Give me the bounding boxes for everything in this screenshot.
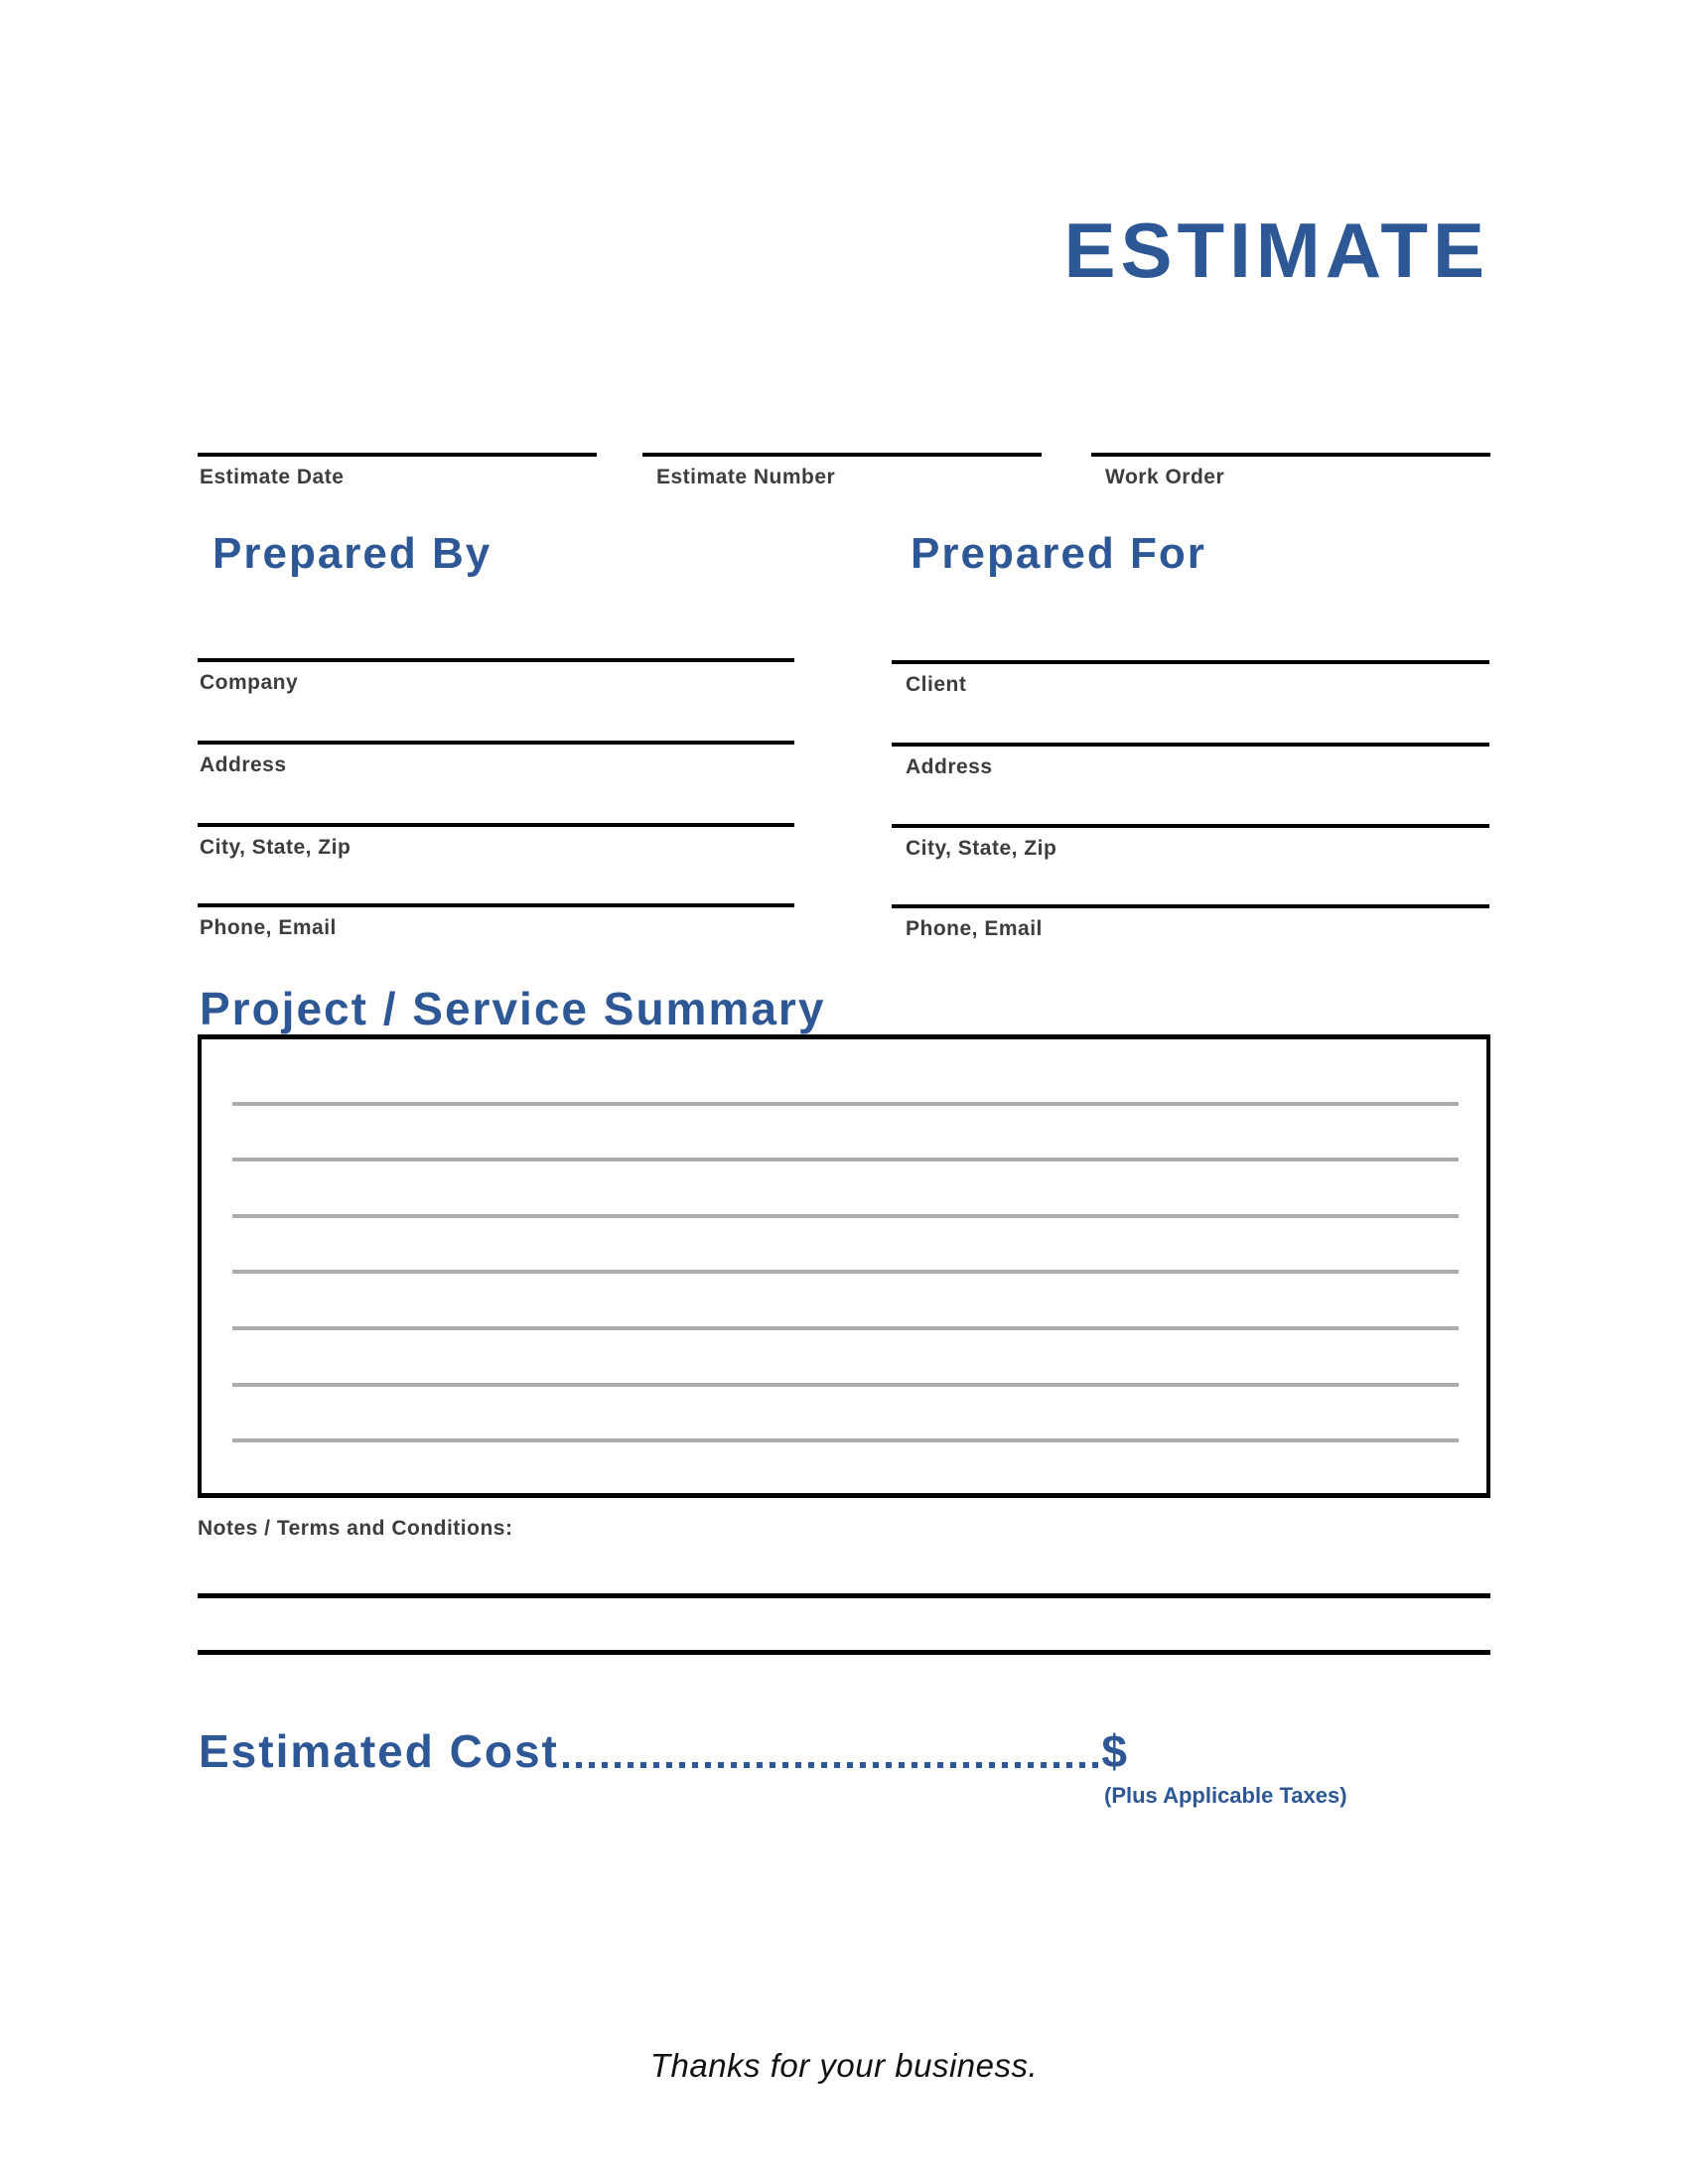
by-address-label: Address xyxy=(200,753,287,776)
estimate-number-label: Estimate Number xyxy=(656,466,836,488)
by-city-state-zip-label: City, State, Zip xyxy=(200,836,352,859)
by-phone-email-field[interactable] xyxy=(198,903,794,940)
for-address-field[interactable] xyxy=(892,743,1489,779)
work-order-label: Work Order xyxy=(1105,466,1225,488)
client-label: Client xyxy=(906,673,967,696)
for-city-state-zip-field[interactable] xyxy=(892,824,1489,861)
summary-writing-line xyxy=(232,1102,1459,1106)
by-address-field[interactable] xyxy=(198,741,794,777)
summary-writing-line xyxy=(232,1383,1459,1387)
prepared-by-heading: Prepared By xyxy=(212,529,492,578)
tax-note: (Plus Applicable Taxes) xyxy=(1104,1783,1347,1808)
estimate-number-field[interactable] xyxy=(642,453,1042,489)
company-field[interactable] xyxy=(198,658,794,695)
notes-input-line-2[interactable] xyxy=(198,1650,1490,1655)
currency-symbol: $ xyxy=(1101,1725,1127,1777)
summary-heading: Project / Service Summary xyxy=(200,983,826,1034)
estimated-cost-heading: Estimated Cost xyxy=(199,1725,559,1777)
for-city-state-zip-label: City, State, Zip xyxy=(906,837,1057,860)
company-label: Company xyxy=(200,671,299,694)
footer-message: Thanks for your business. xyxy=(649,2047,1039,2084)
client-field[interactable] xyxy=(892,660,1489,697)
notes-label: Notes / Terms and Conditions: xyxy=(198,1517,513,1540)
estimated-cost-row xyxy=(199,1725,1127,1777)
for-phone-email-label: Phone, Email xyxy=(906,917,1043,940)
estimate-date-field[interactable] xyxy=(198,453,597,489)
summary-writing-line xyxy=(232,1214,1459,1218)
summary-writing-line xyxy=(232,1270,1459,1274)
summary-writing-line xyxy=(232,1158,1459,1161)
prepared-for-heading: Prepared For xyxy=(911,529,1206,578)
dotted-leader xyxy=(563,1762,1099,1768)
page-title: ESTIMATE xyxy=(1063,206,1489,294)
for-phone-email-field[interactable] xyxy=(892,904,1489,941)
estimate-date-label: Estimate Date xyxy=(200,466,345,488)
summary-box[interactable] xyxy=(198,1034,1490,1498)
by-phone-email-label: Phone, Email xyxy=(200,916,337,939)
summary-writing-line xyxy=(232,1326,1459,1330)
summary-writing-line xyxy=(232,1438,1459,1442)
work-order-field[interactable] xyxy=(1091,453,1490,489)
for-address-label: Address xyxy=(906,755,993,778)
notes-input-line-1[interactable] xyxy=(198,1593,1490,1598)
by-city-state-zip-field[interactable] xyxy=(198,823,794,860)
